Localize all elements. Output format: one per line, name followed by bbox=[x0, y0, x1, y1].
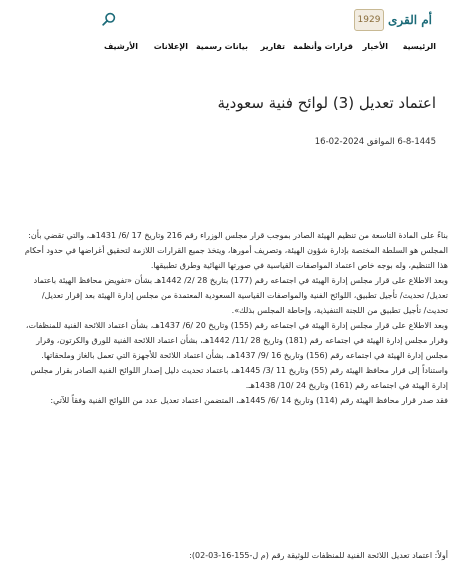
search-icon[interactable] bbox=[100, 10, 118, 28]
nav-item-decisions[interactable]: قرارات وأنظمة bbox=[293, 42, 353, 51]
article-paragraph: فقد صدر قرار محافظ الهيئة رقم (114) وتاريخ 14 /6/ 1445هـ، المتضمن اعتماد تعديل عدد من اللوائح الفنية وفقاً للآتي: bbox=[50, 396, 448, 405]
top-bar bbox=[0, 6, 460, 36]
article-paragraph: واستناداً إلى قرار محافظ الهيئة رقم (55) وتاريخ 11 /3/ 1445هـ، باعتماد تحديث دليل إصدار اللوائح الفنية الصادر بقرار مجلس إدارة الهيئة في اجتماعه رقم (161) وتاريخ 24 /10/ 1438هـ. bbox=[30, 366, 448, 390]
nav-item-news[interactable]: الأخبار bbox=[362, 42, 388, 51]
nav-item-reports[interactable]: تقارير bbox=[260, 42, 285, 51]
article-date: 6-8-1445 الموافق 2024-02-16 bbox=[314, 137, 436, 147]
article-body bbox=[16, 228, 448, 408]
logo-text: أم القرى bbox=[388, 13, 433, 27]
article-paragraph: وبعد الاطلاع على قرار مجلس إدارة الهيئة في اجتماعه رقم (177) بتاريخ 28 /2/ 1442هـ بشأن «تفويض محافظ الهيئة باعتماد تعديل/ تحديث/ تأجيل تطبيق، اللوائح الفنية والمواصفات القياسية السعودية المعتمدة من مجلس إدارة الهيئة بعد إقرار تعديل/ تحديث/ تأجيل تطبيق من اللجنة التنفيذية، وإحاطة المجلس بذلك». bbox=[33, 276, 448, 315]
nav-item-announcements[interactable]: الإعلانات bbox=[153, 42, 188, 51]
logo-emblem: 1929 bbox=[354, 9, 384, 31]
article-footnote: أولاً: اعتماد تعديل اللائحة الفنية للمنظفات للوثيقة رقم (م ل-155-16-03-02): bbox=[189, 551, 448, 560]
main-nav bbox=[0, 42, 460, 58]
nav-item-statements[interactable]: بيانات رسمية bbox=[195, 42, 248, 51]
article-paragraph: بناءً على المادة التاسعة من تنظيم الهيئة الصادر بموجب قرار مجلس الوزراء رقم 216 وتاريخ 17 /6/ 1431هـ، والتي تقضي بأن: bbox=[28, 231, 448, 240]
article-title: اعتماد تعديل (3) لوائح فنية سعودية bbox=[217, 94, 436, 112]
nav-item-home[interactable]: الرئيسية bbox=[402, 42, 436, 51]
article-paragraph: وبعد الاطلاع على قرار مجلس إدارة الهيئة في اجتماعه رقم (155) وتاريخ 20 /6/ 1437هـ، بشأن اعتماد اللائحة الفنية للمنظفات، وقرار مجلس إدارة الهيئة في اجتماعه رقم (181) وتاريخ 28 /11/ 1442هـ، بشأن اعتماد اللائحة الفنية للورق والكرتون، وقرار مجلس إدارة الهيئة في اجتماعه رقم (156) وتاريخ 16 /9/ 1437هـ، بشأن اعتماد اللائحة للأجهزة التي تعمل بالغاز وملحقاتها. bbox=[25, 321, 448, 360]
site-logo[interactable] bbox=[354, 6, 446, 34]
nav-item-archive[interactable]: الأرشيف bbox=[104, 42, 138, 51]
article-paragraph: المجلس هو السلطة المختصة بإدارة شؤون الهيئة، وتصريف أمورها، ويتخذ جميع القرارات اللازمة لتحقيق أغراضها في حدود أحكام هذا التنظيم، وله بوجه خاص اعتماد المواصفات القياسية في صورتها النهائية وطرق تطبيقها. bbox=[24, 246, 448, 270]
